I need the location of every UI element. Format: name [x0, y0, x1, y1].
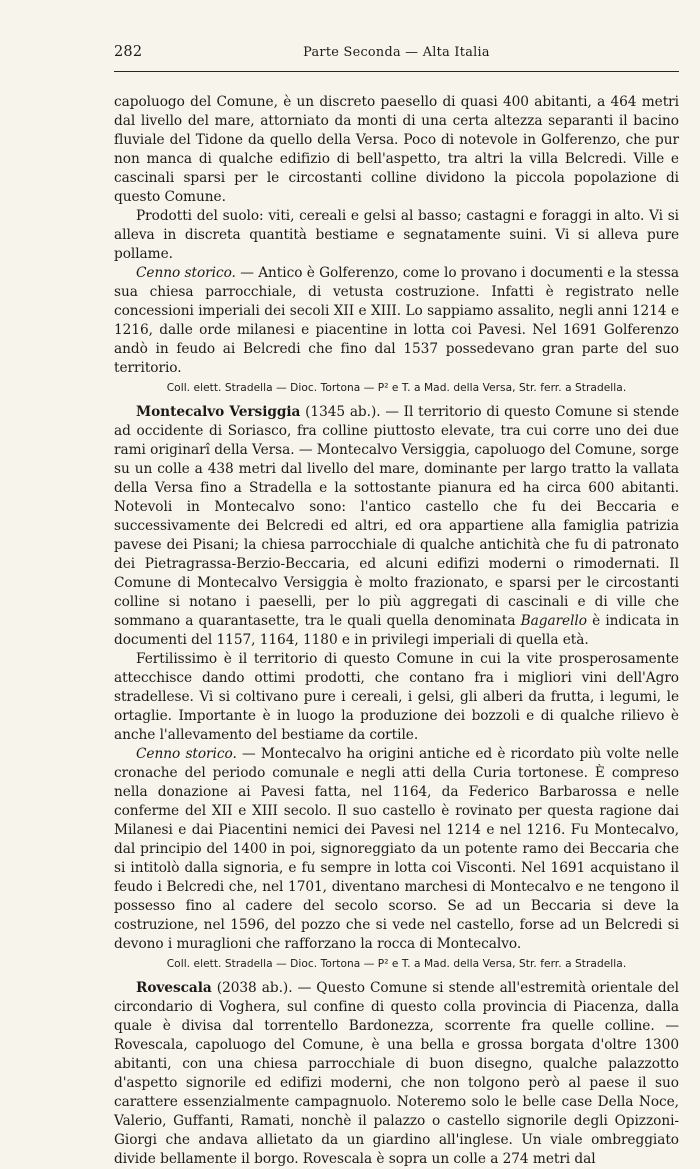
header-rule [114, 71, 679, 72]
page-number: 282 [114, 44, 143, 60]
paragraph-text: (2038 ab.). — Questo Comune si stende all'estremità orientale del circondario di Voghera, sul confine di questo colla provincia di Piacenza, dalla quale è divisa dal torrentello Bardonezza, scorrente fra quelle colline. — Rovescala, capoluogo del Comune, è una bella e grossa borgata d'oltre 1300 abitanti, con una chiesa parrocchiale di buon disegno, qualche palazzotto d'aspetto signorile ed edifizi moderni, che non tolgono però al paese il suo carattere essenzialmente campagnuolo. Noteremo solo le belle case Della Noce, Valerio, Guffanti, Ramati, nonchè il palazzo o castello signorile degli Opizzoni-Giorgi che andava allietato da un giardino all'inglese. Un viale ombreggiato divide bellamente il borgo. Rovescala è sopra un colle a 274 metri dal [114, 980, 679, 1167]
paragraph-golferenzo-continued [114, 93, 679, 207]
entry-heading: Montecalvo Versiggia [136, 404, 301, 420]
paragraph-text: Prodotti del suolo: viti, cereali e gelsi al basso; castagni e foraggi in alto. Vi si alleva in discreta quantità bestiame e segnatamente suini. Vi si alleva pure pollame. [114, 208, 679, 262]
running-header [114, 44, 679, 68]
italic-term: Bagarello [520, 613, 587, 629]
electoral-info-montecalvo [114, 956, 679, 973]
page-body [114, 93, 679, 1169]
paragraph-text: — Montecalvo ha origini antiche ed è ricordato più volte nelle cronache del periodo comunale e negli atti della Curia tortonese. È compreso nella donazione ai Pavesi fatta, nel 1164, da Federico Barbarossa e nelle conferme del XII e XIII secolo. Il suo castello è rovinato per questa ragione dai Milanesi e dai Piacentini nemici dei Pavesi nel 1214 e nel 1216. Fu Montecalvo, dal principio del 1400 in poi, signoreggiato da un potente ramo dei Beccaria che si intitolò dalla signoria, e fu sempre in lotta coi Visconti. Nel 1691 acquistano il feudo i Belcredi che, nel 1701, diventano marchesi di Montecalvo e ne tengono il possesso fino al cadere del secolo scorso. Se ad un Beccaria si deve la costruzione, nel 1596, del pozzo che si vede nel castello, forse ad un Belcredi si devono i muraglioni che rafforzano la rocca di Montecalvo. [114, 746, 679, 952]
section-lead-italic: Cenno storico. [136, 265, 236, 281]
paragraph-prodotti [114, 207, 679, 264]
meta-text: Coll. elett. Stradella — Dioc. Tortona — P² e T. a Mad. della Versa, Str. ferr. a Stradella. [166, 382, 627, 394]
paragraph-text: capoluogo del Comune, è un discreto paesello di quasi 400 abitanti, a 464 metri dal livello del mare, attorniato da monti di una certa altezza separanti il bacino fluviale del Tidone da quello della Versa. Poco di notevole in Golferenzo, che pur non manca di qualche edifizio di bell'aspetto, tra altri la villa Belcredi. Ville e cascinali sparsi per le circostanti colline dividono la piccola popolazione di questo Comune. [114, 94, 679, 205]
section-lead-italic: Cenno storico. [136, 746, 237, 762]
entry-heading: Rovescala [136, 980, 212, 996]
paragraph-text: Fertilissimo è il territorio di questo Comune in cui la vite prosperosamente attecchisce dando ottimi prodotti, che contano fra i migliori vini dell'Agro stradellese. Vi si coltivano pure i cereali, i gelsi, gli alberi da frutta, i legumi, le ortaglie. Importante è in luogo la produzione dei bozzoli e di qualche rilievo è anche l'allevamento del bestiame da cortile. [114, 651, 679, 743]
paragraph-fertilissimo [114, 650, 679, 745]
paragraph-text-tail: è indicata in documenti del 1157, 1164, 1180 e in privilegi imperiali di quella età. [114, 613, 679, 648]
paragraph-text: — Antico è Golferenzo, come lo provano i documenti e la stessa sua chiesa parrocchiale, di vetusta costruzione. Infatti è registrato nelle concessioni imperiali dei secoli XII e XIII. Lo sappiamo assalito, negli anni 1214 e 1216, dalle orde milanesi e piacentine in lotta coi Pavesi. Nel 1691 Golferenzo andò in feudo ai Belcredi che fino dal 1537 possedevano gran parte del suo territorio. [114, 265, 679, 376]
paragraph-cenno-storico-golferenzo [114, 264, 679, 378]
entry-rovescala [114, 979, 679, 1169]
paragraph-cenno-storico-montecalvo [114, 745, 679, 954]
meta-text: Coll. elett. Stradella — Dioc. Tortona — P² e T. a Mad. della Versa, Str. ferr. a Stradella. [166, 958, 627, 970]
running-title: Parte Seconda — Alta Italia [303, 45, 490, 60]
paragraph-text: (1345 ab.). — Il territorio di questo Comune si stende ad occidente di Soriasco, fra colline piuttosto elevate, tra cui corre uno dei due rami originarî della Versa. — Montecalvo Versiggia, capoluogo del Comune, sorge su un colle a 438 metri dal livello del mare, dominante per largo tratto la vallata della Versa fino a Stradella e la sottostante pianura ed ha circa 600 abitanti. Notevoli in Montecalvo sono: l'antico castello che fu dei Beccaria e successivamente dei Belcredi ed altri, ed ora appartiene alla famiglia patrizia pavese dei Pisani; la chiesa parrocchiale di qualche antichità che fu di patronato dei Pietragrassa-Berzio-Beccaria, ed alcuni edifizi moderni o rimodernati. Il Comune di Montecalvo Versiggia è molto frazionato, e sparsi per le circostanti colline si notano i paeselli, per lo più aggregati di cascinali e di ville che sommano a quarantasette, tra le quali quella denominata [114, 404, 679, 629]
electoral-info-golferenzo [114, 380, 679, 397]
entry-montecalvo-versiggia [114, 403, 679, 650]
